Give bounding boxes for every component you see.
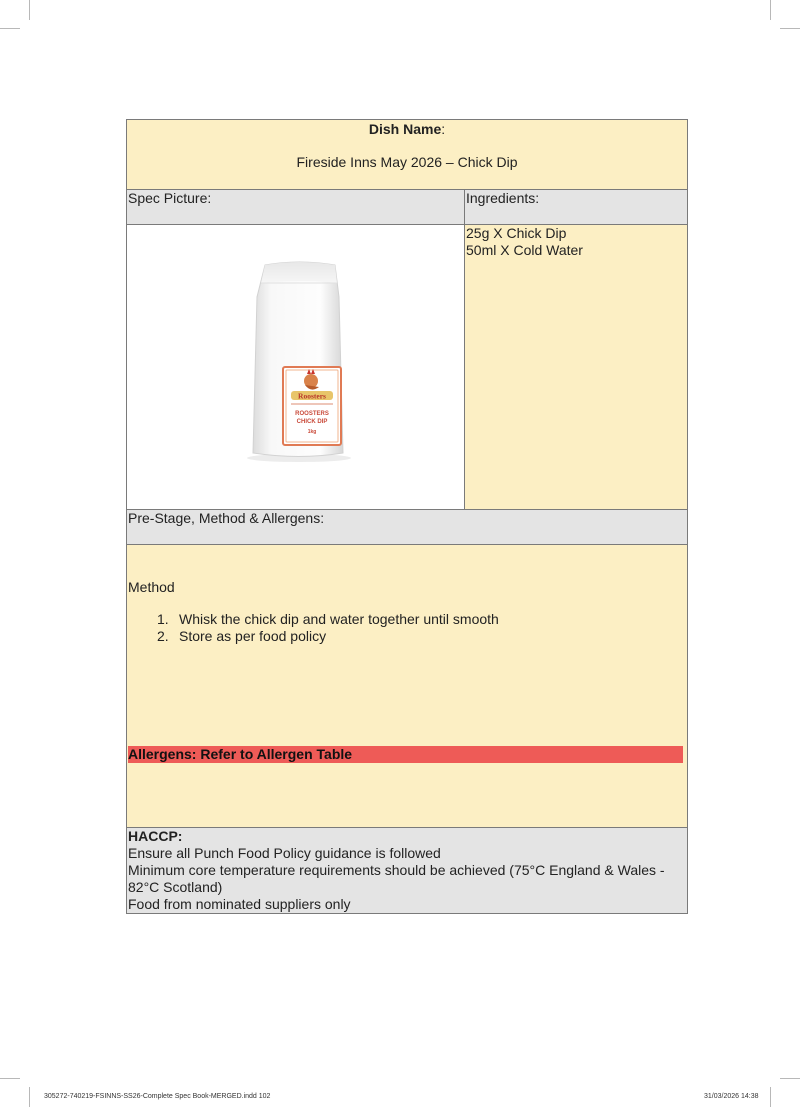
ingredient-item: 50ml X Cold Water xyxy=(466,242,583,258)
crop-mark xyxy=(770,0,771,20)
dish-name-heading: Dish Name: xyxy=(368,121,446,137)
allergen-banner: Allergens: Refer to Allergen Table xyxy=(128,746,683,763)
spec-table xyxy=(126,119,688,914)
dish-name-cell xyxy=(127,120,688,190)
haccp-line: Food from nominated suppliers only xyxy=(128,896,351,912)
method-step: 1. Whisk the chick dip and water together until smooth xyxy=(157,611,499,627)
product-name-line2: CHICK DIP xyxy=(296,419,328,425)
dish-name-value: Fireside Inns May 2026 – Chick Dip xyxy=(296,154,518,170)
haccp-line: Minimum core temperature requirements should be achieved (75°C England & Wales - 82°C Scotland) xyxy=(128,862,665,895)
spec-picture-label: Spec Picture: xyxy=(127,190,465,225)
method-step: 2. Store as per food policy xyxy=(157,628,327,644)
crop-mark xyxy=(0,1078,20,1079)
crop-mark xyxy=(780,1078,800,1079)
haccp-cell xyxy=(127,828,688,914)
product-brand-text: Roosters xyxy=(298,391,326,401)
haccp-title: HACCP: xyxy=(128,828,183,844)
method-steps xyxy=(157,611,499,645)
product-name-line1: ROOSTERS xyxy=(295,411,329,417)
product-bag-image xyxy=(243,257,355,463)
method-cell xyxy=(127,545,688,828)
method-section-label: Pre-Stage, Method & Allergens: xyxy=(127,510,688,545)
crop-mark xyxy=(29,0,30,20)
crop-mark xyxy=(770,1087,771,1107)
haccp-line: Ensure all Punch Food Policy guidance is followed xyxy=(128,845,441,861)
crop-mark xyxy=(0,28,20,29)
method-title: Method xyxy=(128,579,175,595)
crop-mark xyxy=(780,28,800,29)
ingredients-label: Ingredients: xyxy=(465,190,688,225)
footer-file-info: 305272-740219-FSINNS-SS26-Complete Spec Book-MERGED.indd 102 xyxy=(44,1093,271,1100)
crop-mark xyxy=(29,1087,30,1107)
ingredients-cell xyxy=(465,225,688,510)
ingredient-item: 25g X Chick Dip xyxy=(466,225,567,241)
footer-date: 31/03/2026 14:38 xyxy=(704,1093,759,1100)
product-weight-text: 1kg xyxy=(307,429,317,435)
spec-picture-cell xyxy=(127,225,465,510)
